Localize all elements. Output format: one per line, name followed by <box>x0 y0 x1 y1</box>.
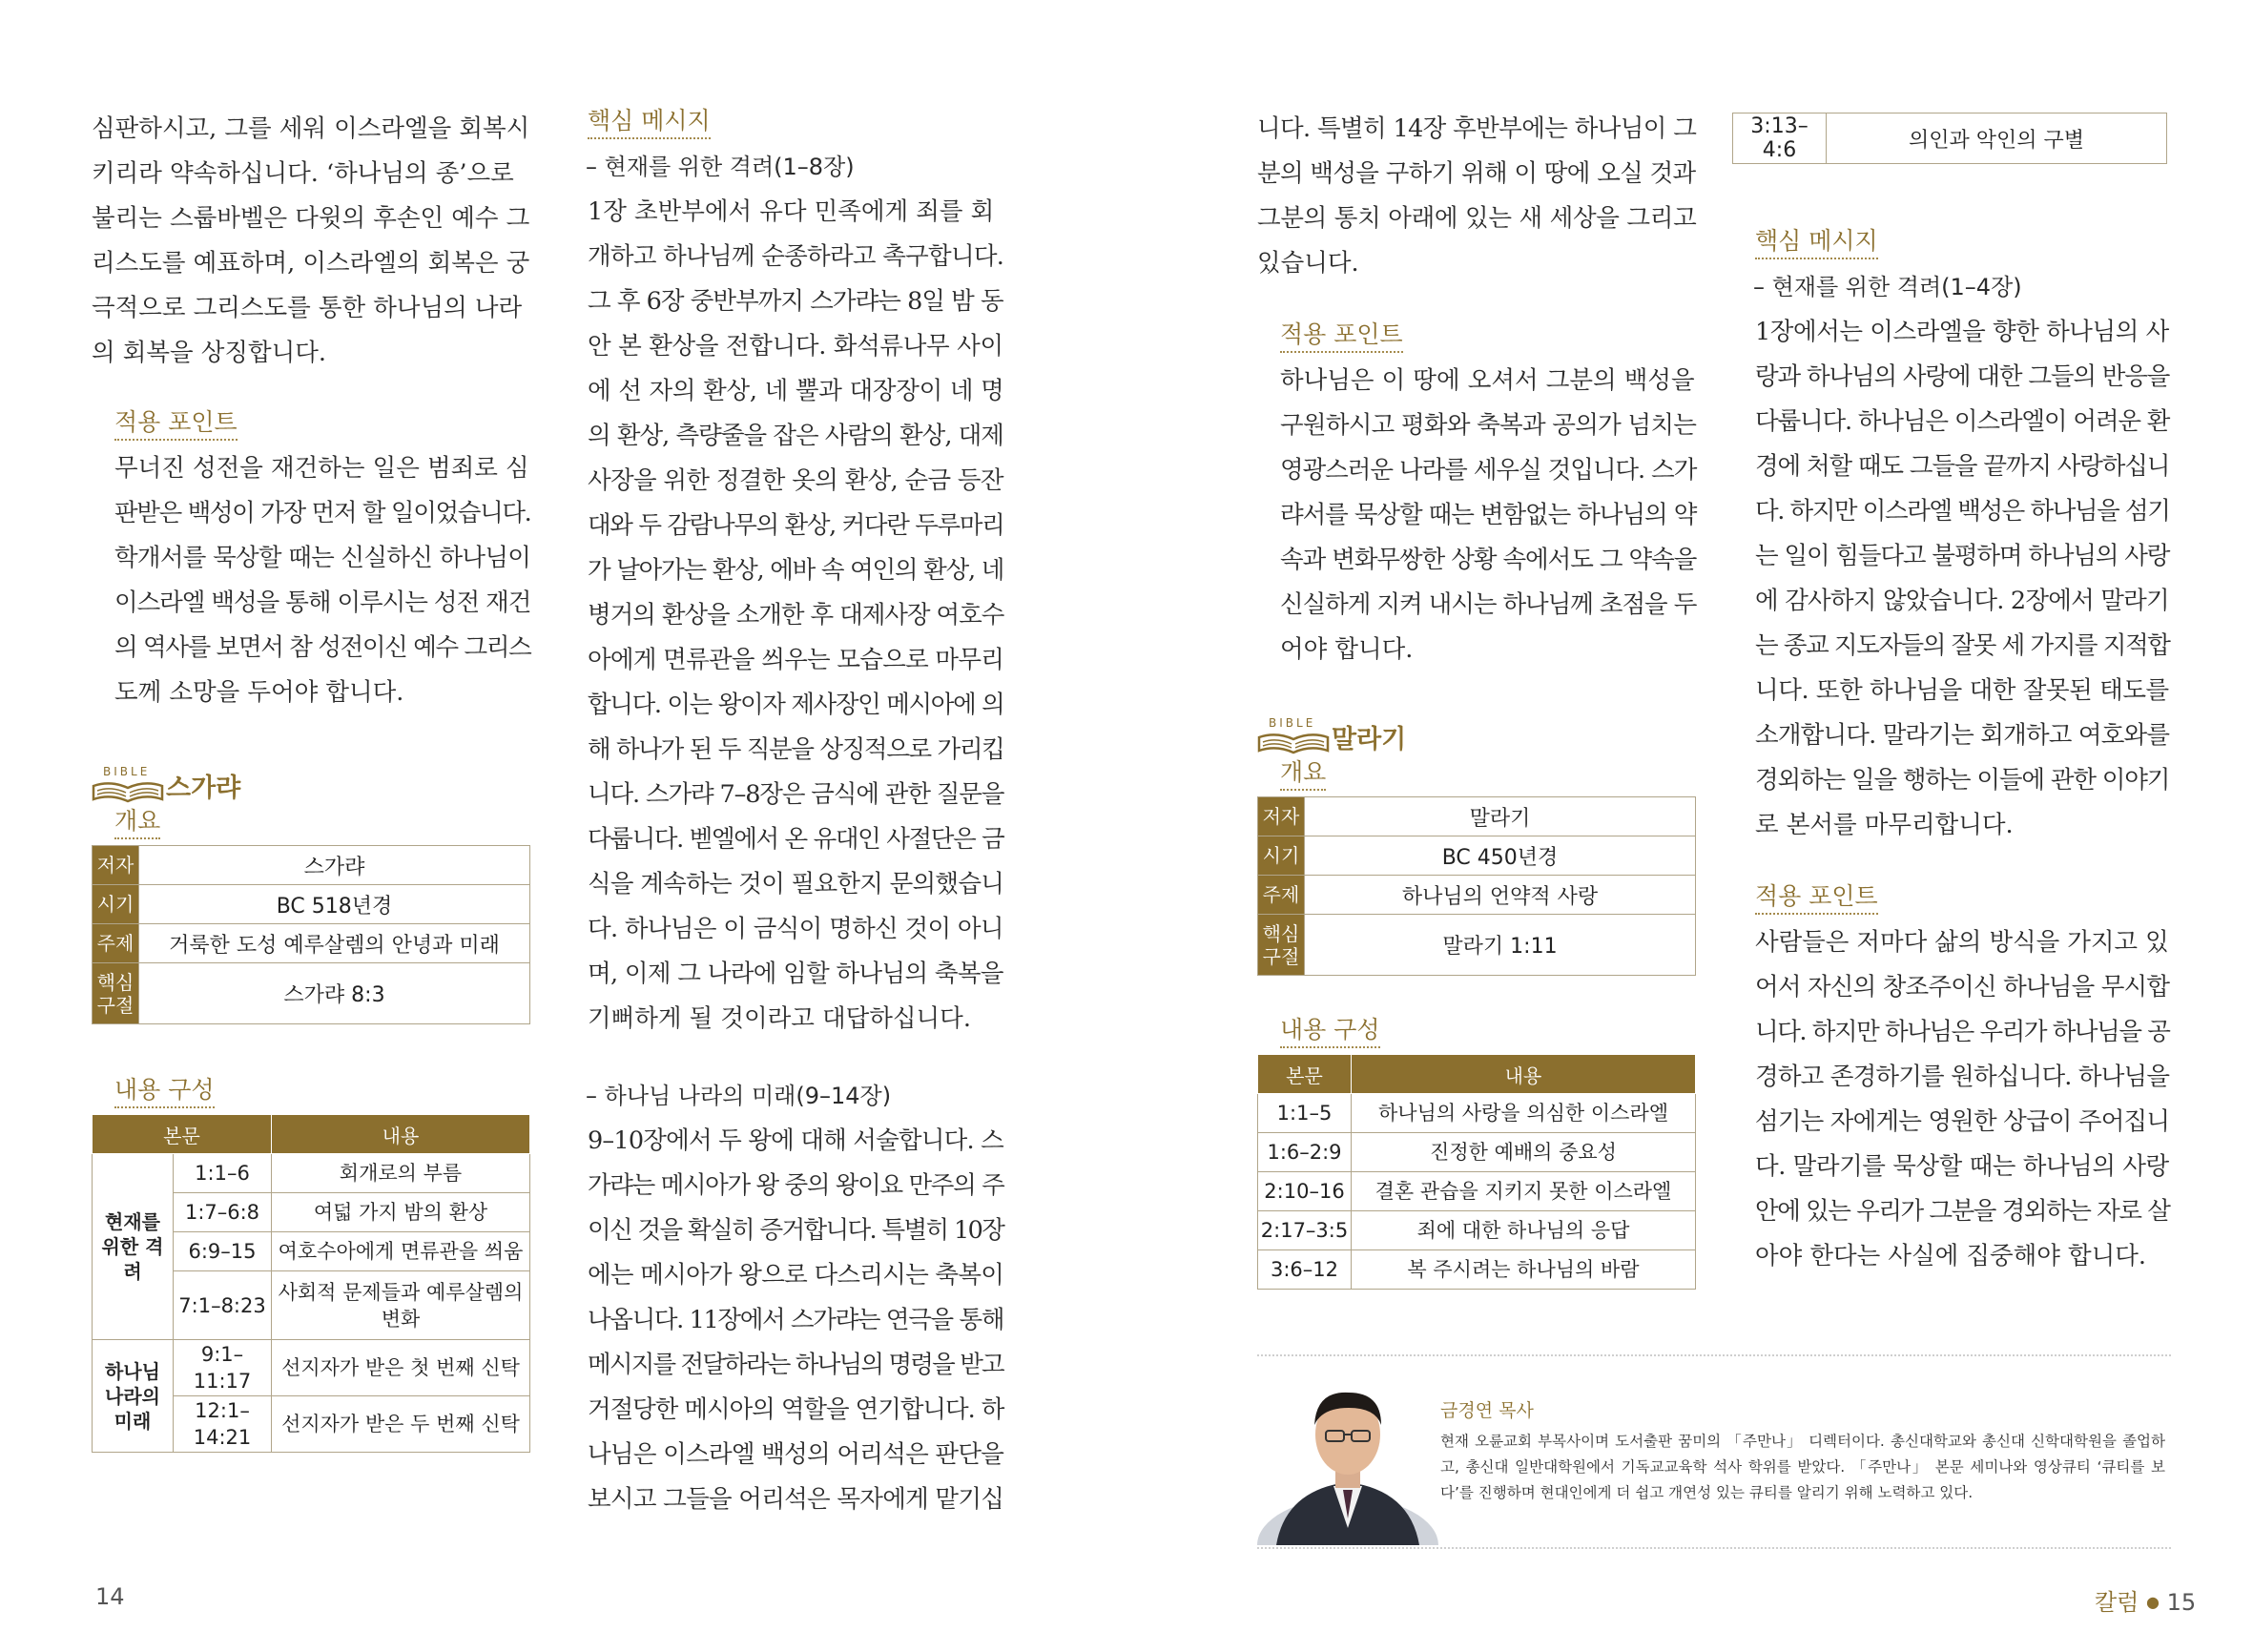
message-paragraph-1 <box>565 190 1003 1042</box>
text-line: 의 역사를 보면서 참 성전이신 예수 그리스 <box>114 633 531 662</box>
text-line: 에 선 자의 환상, 네 뿔과 대장장이 네 명 <box>588 377 1004 405</box>
overview-table <box>1257 796 1696 976</box>
message-subtitle: – 하나님 나라의 미래(9–14장) <box>586 1083 892 1109</box>
text-line: 개하고 하나님께 순종하라고 촉구합니다. <box>588 242 1004 271</box>
text-line: 그 후 6장 중반부까지 스가랴는 8일 밤 동 <box>588 287 1003 316</box>
table-row: 3:6–12 복 주시려는 하나님의 바람 <box>1258 1250 1696 1290</box>
overview-title: 개요 <box>1280 756 1326 791</box>
text-line: 1장에서는 이스라엘을 향한 하나님의 사 <box>1755 318 2169 346</box>
text-line: 키리라 약속하십니다. ‘하나님의 종’으로 <box>92 159 514 188</box>
author-bio: 현재 오륜교회 부목사이며 도서출판 꿈미의 「주만나」 디렉터이다. 총신대학교와 총신대 신학대학원을 졸업하고, 총신대 일반대학원에서 기독교교육학 석사 학위를 받았다. 「주만나」 본문 세미나와 영상큐티 ‘큐티를 보다’를 진행하며 현대인에게 더 쉽고 개연성 있는 큐티를 알리기 위해 노력하고 있다. <box>1440 1433 2165 1501</box>
right-column-2 <box>1732 113 2169 1279</box>
overview-key: 시기 <box>93 885 139 924</box>
left-column-2 <box>565 105 1003 1522</box>
overview-value: 말라기 1:11 <box>1305 915 1696 976</box>
text-line: 사람들은 저마다 삶의 방식을 가지고 있 <box>1755 928 2169 957</box>
table-row: 12:1–14:21 선지자가 받은 두 번째 신탁 <box>93 1396 530 1453</box>
table-row: 하나님 나라의 미래 9:1–11:17 선지자가 받은 첫 번째 신탁 <box>93 1340 530 1396</box>
book-heading-malachi <box>1257 716 1696 754</box>
text-line: 1장 초반부에서 유다 민족에게 죄를 회 <box>588 197 995 226</box>
text-line: 불리는 스룹바벨은 다윗의 후손인 예수 그 <box>92 204 530 233</box>
overview-row <box>1258 915 1696 976</box>
text-line: 는 종교 지도자들의 잘못 세 가지를 지적합 <box>1755 631 2170 660</box>
apply-paragraph <box>92 446 530 715</box>
text-line: 에는 메시아가 왕으로 다스리시는 축복이 <box>588 1261 1004 1290</box>
open-bible-icon: BIBLE <box>92 765 164 803</box>
text-line: 가랴는 메시아가 왕 중의 왕이요 만주의 주 <box>588 1171 1004 1200</box>
text-line: 랑과 하나님의 사랑에 대한 그들의 반응을 <box>1755 362 2170 391</box>
text-line: 안에 있는 우리가 그분을 경외하는 자로 살 <box>1755 1197 2170 1226</box>
table-row: 현재를 위한 격려 1:1–6 회개로의 부름 <box>93 1154 530 1193</box>
author-box <box>1257 1354 2171 1549</box>
overview-key: 시기 <box>1258 836 1305 876</box>
table-row: 3:13–4:6 의인과 악인의 구별 <box>1733 114 2167 164</box>
table-row: 7:1–8:23 사회적 문제들과 예루살렘의 변화 <box>93 1271 530 1340</box>
text-line: 9–10장에서 두 왕에 대해 서술합니다. 스 <box>588 1126 1003 1155</box>
group-name: 하나님 나라의 미래 <box>93 1340 174 1453</box>
overview-row <box>1258 876 1696 915</box>
contents-header: 본문 <box>1258 1055 1352 1094</box>
contents-header: 내용 <box>1352 1055 1696 1094</box>
text-line: 있습니다. <box>1257 249 1359 278</box>
contents-title: 내용 구성 <box>114 1074 215 1108</box>
text-line: 섬기는 자에게는 영원한 상급이 주어집니 <box>1755 1107 2170 1136</box>
text-line: 나님은 이스라엘 백성의 어리석은 판단을 <box>588 1440 1004 1469</box>
text-line: 신실하게 지켜 내시는 하나님께 초점을 두 <box>1280 590 1697 619</box>
table-row: 2:10–16 결혼 관습을 지키지 못한 이스라엘 <box>1258 1172 1696 1211</box>
text-line: 그분의 통치 아래에 있는 새 세상을 그리고 <box>1257 204 1697 233</box>
message-subtitle: – 현재를 위한 격려(1–8장) <box>586 154 855 180</box>
text-line: 니다. 스가랴 7–8장은 금식에 관한 질문을 <box>588 780 1004 809</box>
text-line: 아야 한다는 사실에 집중해야 합니다. <box>1755 1242 2147 1270</box>
overview-value: BC 450년경 <box>1305 836 1696 876</box>
text-line: 로 본서를 마무리합니다. <box>1755 811 2014 839</box>
message-paragraph-2 <box>565 1119 1003 1522</box>
text-line: 안 본 환상을 전합니다. 화석류나무 사이 <box>588 332 1003 361</box>
text-line: 극적으로 그리스도를 통한 하나님의 나라 <box>92 294 523 322</box>
text-line: 합니다. 이는 왕이자 제사장인 메시아에 의 <box>588 691 1004 719</box>
message-title: 핵심 메시지 <box>1755 225 1878 259</box>
text-line: 이신 것을 확실히 증거합니다. 특별히 10장 <box>588 1216 1004 1245</box>
text-line: 경에 처할 때도 그들을 끝까지 사랑하십니 <box>1755 452 2170 481</box>
contents-table <box>92 1114 530 1453</box>
overview-value: 스가랴 <box>139 846 530 885</box>
page-number-right: 15 <box>2166 1589 2197 1616</box>
text-line: 판받은 백성이 가장 먼저 할 일이었습니다. <box>114 499 531 527</box>
message-subtitle: – 현재를 위한 격려(1–4장) <box>1753 274 2022 300</box>
text-line: 다룹니다. 벧엘에서 온 유대인 사절단은 금 <box>588 825 1004 854</box>
overview-value: BC 518년경 <box>139 885 530 924</box>
overview-row <box>1258 836 1696 876</box>
author-photo <box>1257 1375 1438 1545</box>
dot-separator: ● <box>2146 1593 2160 1611</box>
left-column-1 <box>92 107 530 1453</box>
overview-value: 말라기 <box>1305 797 1696 836</box>
overview-row <box>93 846 530 885</box>
contents-table-continued <box>1732 113 2167 164</box>
overview-key: 저자 <box>1258 797 1305 836</box>
text-line: 의 회복을 상징합니다. <box>92 339 327 367</box>
text-line: 무너진 성전을 재건하는 일은 범죄로 심 <box>114 454 529 483</box>
overview-key: 주제 <box>93 924 139 963</box>
overview-key: 핵심 구절 <box>1258 915 1305 976</box>
table-row: 1:1–5 하나님의 사랑을 의심한 이스라엘 <box>1258 1094 1696 1133</box>
text-line: 다룹니다. 하나님은 이스라엘이 어려운 환 <box>1755 407 2170 436</box>
overview-table <box>92 845 530 1024</box>
text-line: 어야 합니다. <box>1280 635 1414 664</box>
text-line: 식을 계속하는 것이 필요한지 문의했습니 <box>588 870 1004 898</box>
text-line: 속과 변화무쌍한 상황 속에서도 그 약속을 <box>1280 546 1697 574</box>
overview-row <box>93 924 530 963</box>
overview-row <box>93 963 530 1024</box>
text-line: 하나님은 이 땅에 오셔서 그분의 백성을 <box>1280 366 1695 395</box>
text-line: 다. 하나님은 이 금식이 명하신 것이 아니 <box>588 915 1003 943</box>
text-line: 나옵니다. 11장에서 스가랴는 연극을 통해 <box>588 1306 1004 1334</box>
text-line: 구원하시고 평화와 축복과 공의가 넘치는 <box>1280 411 1697 440</box>
text-line: 병거의 환상을 소개한 후 대제사장 여호수 <box>588 601 1004 630</box>
page-number-left: 14 <box>95 1583 125 1610</box>
text-line: 경외하는 일을 행하는 이들에 관한 이야기 <box>1755 766 2170 795</box>
text-line: 아에게 면류관을 씌우는 모습으로 마무리 <box>588 646 1004 674</box>
contents-header: 본문 <box>93 1115 272 1154</box>
text-line: 도께 소망을 두어야 합니다. <box>114 678 404 707</box>
right-column-1 <box>1257 107 1696 1290</box>
overview-value: 하나님의 언약적 사랑 <box>1305 876 1696 915</box>
overview-row <box>1258 797 1696 836</box>
apply-paragraph <box>1732 920 2169 1279</box>
text-line: 분의 백성을 구하기 위해 이 땅에 오실 것과 <box>1257 159 1696 188</box>
overview-title: 개요 <box>114 805 160 839</box>
intro-paragraph <box>92 107 530 376</box>
text-line: 학개서를 묵상할 때는 신실하신 하나님이 <box>114 544 531 572</box>
text-line: 심판하시고, 그를 세워 이스라엘을 회복시 <box>92 114 530 143</box>
overview-value: 스가랴 8:3 <box>139 963 530 1024</box>
overview-key: 주제 <box>1258 876 1305 915</box>
table-row: 1:6–2:9 진정한 예배의 중요성 <box>1258 1133 1696 1172</box>
book-heading-zechariah <box>92 765 530 803</box>
overview-key: 핵심 구절 <box>93 963 139 1024</box>
contents-header: 내용 <box>272 1115 530 1154</box>
text-line: 랴서를 묵상할 때는 변함없는 하나님의 약 <box>1280 501 1697 529</box>
text-line: 기뻐하게 될 것이라고 대답하십니다. <box>588 1004 971 1033</box>
text-line: 해 하나가 된 두 직분을 상징적으로 가리킵 <box>588 735 1004 764</box>
overview-value: 거룩한 도성 예루살렘의 안녕과 미래 <box>139 924 530 963</box>
book-name: 스가랴 <box>166 774 241 803</box>
text-line: 영광스러운 나라를 세우실 것입니다. 스가 <box>1280 456 1697 485</box>
text-line: 리스도를 예표하며, 이스라엘의 회복은 궁 <box>92 249 530 278</box>
message-title: 핵심 메시지 <box>588 105 711 139</box>
contents-table <box>1257 1054 1696 1290</box>
overview-row <box>93 885 530 924</box>
message-paragraph <box>1732 310 2169 848</box>
text-line: 경하고 존경하기를 원하십니다. 하나님을 <box>1755 1063 2170 1091</box>
text-line: 니다. 하지만 하나님은 우리가 하나님을 공 <box>1755 1018 2170 1046</box>
text-line: 니다. 또한 하나님을 대한 잘못된 태도를 <box>1755 676 2169 705</box>
text-line: 는 일이 힘들다고 불평하며 하나님의 사랑 <box>1755 542 2170 570</box>
page-label: 칼럼 <box>2095 1589 2139 1616</box>
apply-paragraph <box>1257 359 1696 672</box>
text-line: 다. 하지만 이스라엘 백성은 하나님을 섬기 <box>1755 497 2170 526</box>
contents-title: 내용 구성 <box>1280 1014 1380 1048</box>
text-line: 메시지를 전달하라는 하나님의 명령을 받고 <box>588 1351 1003 1379</box>
apply-title: 적용 포인트 <box>114 406 238 441</box>
text-line: 보시고 그들을 어리석은 목자에게 맡기십 <box>588 1485 1004 1514</box>
table-row: 6:9–15 여호수아에게 면류관을 씌움 <box>93 1232 530 1271</box>
text-line: 니다. 특별히 14장 후반부에는 하나님이 그 <box>1257 114 1697 143</box>
open-bible-icon: BIBLE <box>1257 716 1330 754</box>
text-line: 이스라엘 백성을 통해 이루시는 성전 재건 <box>114 589 531 617</box>
overview-key: 저자 <box>93 846 139 885</box>
apply-title: 적용 포인트 <box>1755 880 1878 915</box>
book-name: 말라기 <box>1332 725 1407 754</box>
author-name: 금경연 목사 <box>1440 1400 1534 1421</box>
apply-title: 적용 포인트 <box>1280 319 1403 353</box>
text-line: 대와 두 감람나무의 환상, 커다란 두루마리 <box>588 511 1004 540</box>
group-name: 현재를 위한 격려 <box>93 1154 174 1340</box>
page-footer-right <box>2095 1583 2196 1617</box>
text-line: 다. 말라기를 묵상할 때는 하나님의 사랑 <box>1755 1152 2169 1181</box>
table-row: 2:17–3:5 죄에 대한 하나님의 응답 <box>1258 1211 1696 1250</box>
text-line: 며, 이제 그 나라에 임할 하나님의 축복을 <box>588 960 1003 988</box>
text-line: 의 환상, 측량줄을 잡은 사람의 환상, 대제 <box>588 422 1003 450</box>
text-line: 소개합니다. 말라기는 회개하고 여호와를 <box>1755 721 2170 750</box>
text-line: 어서 자신의 창조주이신 하나님을 무시합 <box>1755 973 2170 1002</box>
table-row: 1:7–6:8 여덟 가지 밤의 환상 <box>93 1193 530 1232</box>
text-line: 거절당한 메시아의 역할을 연기합니다. 하 <box>588 1395 1004 1424</box>
text-line: 사장을 위한 정결한 옷의 환상, 순금 등잔 <box>588 466 1003 495</box>
text-line: 에 감사하지 않았습니다. 2장에서 말라기 <box>1755 587 2169 615</box>
text-line: 가 날아가는 환상, 에바 속 여인의 환상, 네 <box>588 556 1004 585</box>
continued-paragraph <box>1257 107 1696 286</box>
